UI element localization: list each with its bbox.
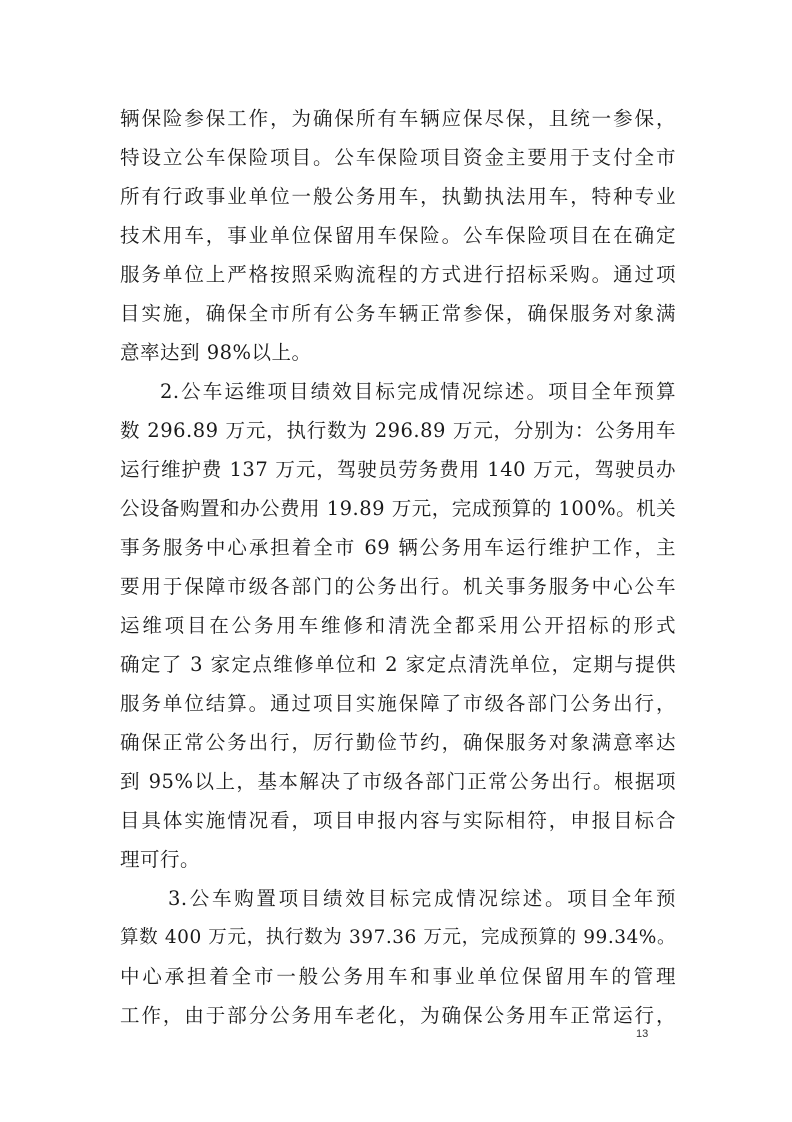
text-line-10: 运行维护费 137 万元，驾驶员劳务费用 140 万元，驾驶员办	[120, 458, 676, 481]
text-line-24: 工作，由于部分公务用车老化，为确保公务用车正常运行，	[120, 1004, 676, 1027]
text-line-17: 确保正常公务出行，厉行勤俭节约，确保服务对象满意率达	[120, 731, 676, 754]
text-line-18: 到 95%以上，基本解决了市级各部门正常公务出行。根据项	[120, 770, 676, 793]
text-line-4: 技术用车，事业单位保留用车保险。公车保险项目在在确定	[120, 224, 676, 247]
section-3-heading-line: 3.公车购置项目绩效目标完成情况综述。项目全年预	[168, 887, 676, 910]
text-line-5: 服务单位上严格按照采购流程的方式进行招标采购。通过项	[120, 263, 676, 286]
text-line-23: 中心承担着全市一般公务用车和事业单位保留用车的管理	[120, 965, 676, 988]
text-line-6: 目实施，确保全市所有公务车辆正常参保，确保服务对象满	[120, 302, 676, 325]
text-line-11: 公设备购置和办公费用 19.89 万元，完成预算的 100%。机关	[120, 497, 677, 520]
text-line-13: 要用于保障市级各部门的公务出行。机关事务服务中心公车	[120, 575, 676, 598]
text-line-9: 数 296.89 万元，执行数为 296.89 万元，分别为：公务用车	[120, 419, 676, 442]
text-line-20: 理可行。	[120, 848, 201, 871]
text-line-3: 所有行政事业单位一般公务用车，执勤执法用车，特种专业	[120, 185, 676, 208]
text-line-2: 特设立公车保险项目。公车保险项目资金主要用于支付全市	[120, 146, 676, 169]
text-line-14: 运维项目在公务用车维修和清洗全都采用公开招标的形式	[120, 614, 676, 637]
text-line-12: 事务服务中心承担着全市 69 辆公务用车运行维护工作，主	[120, 536, 676, 559]
text-line-16: 服务单位结算。通过项目实施保障了市级各部门公务出行，	[120, 692, 676, 715]
section-2-heading-line: 2.公车运维项目绩效目标完成情况综述。项目全年预算	[160, 380, 676, 403]
text-line-22: 算数 400 万元，执行数为 397.36 万元，完成预算的 99.34%。	[120, 927, 676, 948]
text-line-1: 辆保险参保工作，为确保所有车辆应保尽保，且统一参保，	[120, 107, 676, 130]
text-line-15: 确定了 3 家定点维修单位和 2 家定点清洗单位，定期与提供	[120, 653, 676, 676]
text-line-19: 目具体实施情况看，项目申报内容与实际相符，申报目标合	[120, 809, 676, 832]
page-number: 13	[636, 1028, 649, 1040]
text-line-7: 意率达到 98%以上。	[120, 341, 312, 364]
